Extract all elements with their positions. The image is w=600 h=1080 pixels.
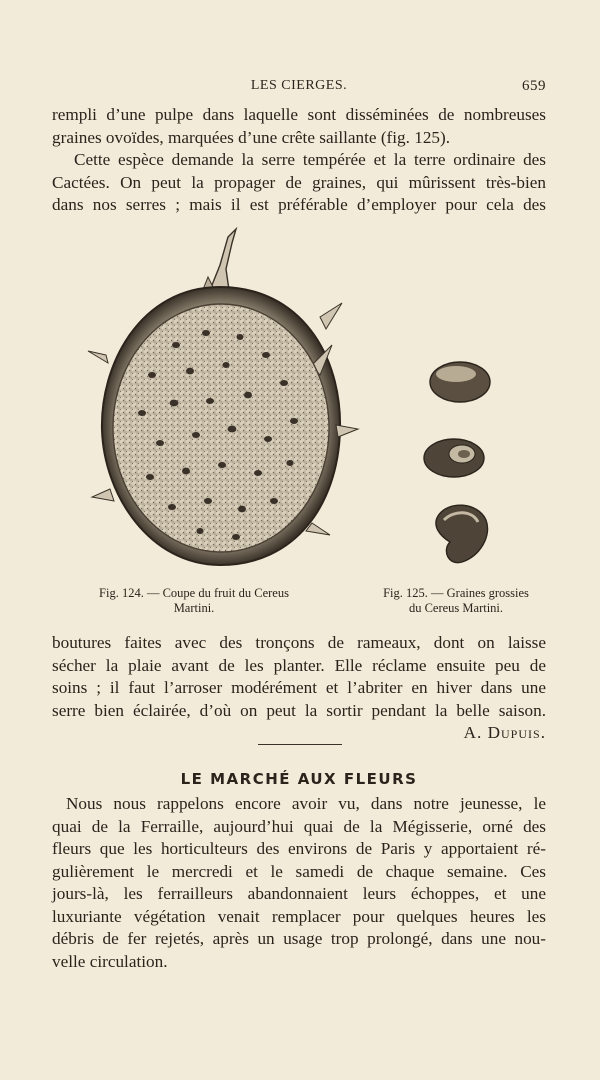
section-divider xyxy=(258,744,342,745)
paragraph-cultivation xyxy=(52,149,546,217)
text-line: Nous nous rappelons encore avoir vu, dans notre jeunesse, le xyxy=(66,794,546,813)
text-line: quai de la Ferraille, aujourd’hui quai de la Mégisserie, orné des xyxy=(52,816,546,836)
text-block-middle xyxy=(52,632,546,745)
figure-124-caption xyxy=(82,586,306,616)
text-line: soins ; il faut l’arroser modérément et l’abriter en hiver dans une xyxy=(52,678,546,697)
running-header xyxy=(52,78,546,98)
figure-125-seeds xyxy=(418,350,498,580)
text-line: graines ovoïdes, marquées d’une crête saillante (fig. 125). xyxy=(52,127,451,147)
text-line: serre bien éclairée, d’où on peut la sortir pendant la belle saison. xyxy=(52,700,546,720)
text-line: boutures faites avec des tronçons de rameaux, dont on laisse xyxy=(52,633,546,652)
figure-124-fruit-section xyxy=(80,225,360,580)
figure-125-caption xyxy=(366,586,546,616)
text-line: jours-là, les ferrailleurs abandonnaient leurs échoppes, et une xyxy=(52,884,546,903)
caption-line: Fig. 125. — Graines grossies xyxy=(383,586,529,600)
text-line: Cactées. On peut la propager de graines, qui mûrissent très-bien xyxy=(52,172,546,192)
text-line: débris de fer rejetés, après un usage trop prolongé, dans une nou- xyxy=(52,929,546,948)
paragraph-flower-market xyxy=(52,793,546,973)
caption-line: Fig. 124. — Coupe du fruit du Cereus xyxy=(99,586,289,600)
seed-illustration-2 xyxy=(424,439,484,477)
text-line: velle circulation. xyxy=(52,951,168,971)
text-line: luxuriante végétation venait remplacer pour quelques heures les xyxy=(52,906,546,926)
section-title: LE MARCHÉ AUX FLEURS xyxy=(180,770,418,788)
text-line: rempli d’une pulpe dans laquelle sont disséminées de nombreuses xyxy=(52,105,546,124)
seed-illustration-1 xyxy=(430,362,490,402)
paragraph-continuation xyxy=(52,104,546,149)
text-line: gulièrement le mercredi et le samedi de chaque semaine. Ces xyxy=(52,861,546,881)
text-line: fleurs que les horticulteurs des environs de Paris y apportaient ré- xyxy=(52,839,546,858)
text-block-bottom xyxy=(52,793,546,973)
caption-line: Martini. xyxy=(173,601,215,615)
text-line: dans nos serres ; mais il est préférable d’employer pour cela des xyxy=(52,195,546,214)
page-number: 659 xyxy=(522,78,546,94)
text-block-top xyxy=(52,104,546,217)
caption-line: du Cereus Martini. xyxy=(408,601,504,615)
paragraph-propagation xyxy=(52,632,546,722)
author-signature: A. Dupuis. xyxy=(463,723,546,742)
text-line: sécher la plaie avant de les planter. Elle réclame ensuite peu de xyxy=(52,655,546,675)
text-line: Cette espèce demande la serre tempérée et la terre ordinaire des xyxy=(74,150,546,169)
seed-illustration-3 xyxy=(436,505,488,562)
running-title: LES CIERGES. xyxy=(250,78,348,93)
